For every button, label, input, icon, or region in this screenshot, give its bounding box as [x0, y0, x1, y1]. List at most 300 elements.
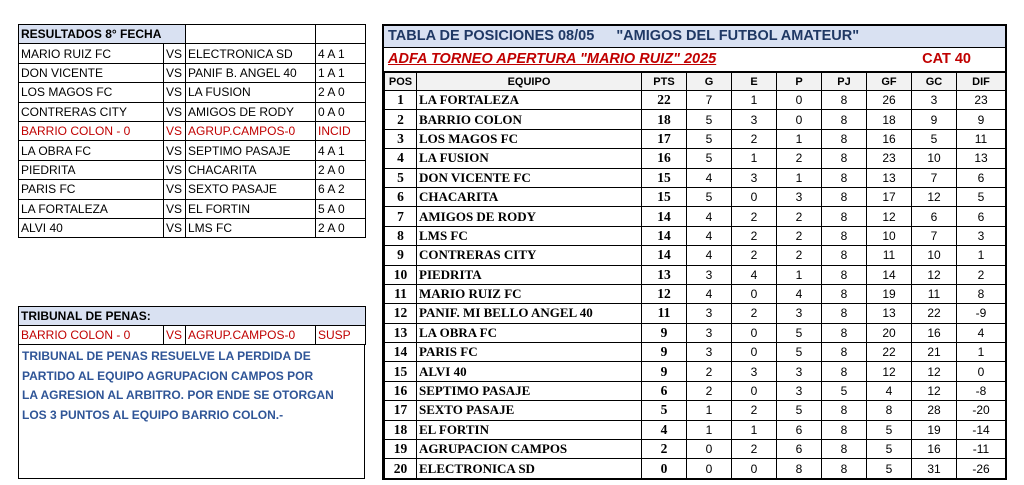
cell-played: 8 [822, 149, 867, 168]
column-header-dif: DIF [957, 73, 1006, 91]
cell-won: 1 [687, 420, 732, 439]
cell-team-name: LA OBRA FC [417, 323, 642, 342]
result-score: 0 A 0 [316, 102, 366, 121]
cell-goals-against: 31 [912, 459, 957, 478]
cell-points: 9 [642, 343, 687, 362]
cell-goals-against: 12 [912, 265, 957, 284]
tribunal-home-team: BARRIO COLON - 0 [19, 326, 164, 345]
result-home-team: DON VICENTE [19, 63, 164, 82]
cell-team-name: MARIO RUIZ FC [417, 284, 642, 303]
cell-won: 3 [687, 265, 732, 284]
cell-goal-diff: -26 [957, 459, 1006, 478]
results-header-empty [186, 25, 316, 44]
standings-row [385, 420, 1006, 439]
cell-goals-against: 10 [912, 246, 957, 265]
result-away-team: PANIF B. ANGEL 40 [186, 63, 316, 82]
result-vs: VS [164, 180, 186, 199]
tribunal-text-line: LA AGRESION AL ARBITRO. POR ENDE SE OTORGAN [22, 388, 334, 402]
results-header-empty [316, 25, 366, 44]
cell-lost: 3 [777, 381, 822, 400]
cell-goals-against: 10 [912, 149, 957, 168]
cell-won: 2 [687, 362, 732, 381]
standings-row [385, 284, 1006, 303]
result-score: INCID [316, 121, 366, 140]
cell-goals-for: 12 [867, 362, 912, 381]
cell-drawn: 2 [732, 226, 777, 245]
result-row [19, 160, 366, 179]
cell-position: 5 [385, 168, 417, 187]
standings-row [385, 381, 1006, 400]
cell-played: 8 [822, 401, 867, 420]
cell-goals-against: 9 [912, 110, 957, 129]
cell-team-name: CONTRERAS CITY [417, 246, 642, 265]
cell-points: 14 [642, 207, 687, 226]
cell-position: 15 [385, 362, 417, 381]
cell-team-name: AMIGOS DE RODY [417, 207, 642, 226]
cell-drawn: 2 [732, 207, 777, 226]
cell-lost: 5 [777, 323, 822, 342]
cell-position: 4 [385, 149, 417, 168]
cell-drawn: 0 [732, 459, 777, 478]
result-score: 4 A 1 [316, 141, 366, 160]
column-header-gc: GC [912, 73, 957, 91]
result-away-team: EL FORTIN [186, 199, 316, 218]
cell-played: 8 [822, 284, 867, 303]
standings-row [385, 168, 1006, 187]
cell-points: 0 [642, 459, 687, 478]
cell-position: 8 [385, 226, 417, 245]
column-header-e: E [732, 73, 777, 91]
result-vs: VS [164, 63, 186, 82]
cell-goals-against: 19 [912, 420, 957, 439]
cell-team-name: SEPTIMO PASAJE [417, 381, 642, 400]
cell-team-name: SEXTO PASAJE [417, 401, 642, 420]
cell-lost: 2 [777, 149, 822, 168]
cell-played: 8 [822, 459, 867, 478]
cell-goals-for: 20 [867, 323, 912, 342]
cell-points: 17 [642, 129, 687, 148]
cell-won: 3 [687, 323, 732, 342]
cell-lost: 8 [777, 459, 822, 478]
result-row [19, 121, 366, 140]
cell-position: 20 [385, 459, 417, 478]
result-away-team: CHACARITA [186, 160, 316, 179]
cell-points: 12 [642, 284, 687, 303]
cell-team-name: PANIF. MI BELLO ANGEL 40 [417, 304, 642, 323]
cell-goal-diff: 9 [957, 110, 1006, 129]
result-vs: VS [164, 44, 186, 63]
cell-won: 4 [687, 168, 732, 187]
standings-body [385, 91, 1006, 479]
cell-goal-diff: -9 [957, 304, 1006, 323]
cell-goals-for: 16 [867, 129, 912, 148]
cell-goals-against: 7 [912, 226, 957, 245]
cell-goal-diff: 6 [957, 168, 1006, 187]
result-row [19, 180, 366, 199]
cell-drawn: 2 [732, 246, 777, 265]
cell-goal-diff: 1 [957, 343, 1006, 362]
cell-goals-for: 13 [867, 168, 912, 187]
cell-won: 5 [687, 149, 732, 168]
cell-goal-diff: 5 [957, 187, 1006, 206]
cell-points: 13 [642, 265, 687, 284]
cell-drawn: 0 [732, 381, 777, 400]
cell-lost: 2 [777, 207, 822, 226]
cell-played: 8 [822, 323, 867, 342]
standings-row [385, 343, 1006, 362]
result-row [19, 102, 366, 121]
cell-goal-diff: 6 [957, 207, 1006, 226]
result-score: 2 A 0 [316, 83, 366, 102]
cell-team-name: ALVI 40 [417, 362, 642, 381]
result-home-team: CONTRERAS CITY [19, 102, 164, 121]
cell-drawn: 1 [732, 420, 777, 439]
tribunal-text-line: PARTIDO AL EQUIPO AGRUPACION CAMPOS POR [22, 368, 314, 383]
cell-team-name: BARRIO COLON [417, 110, 642, 129]
cell-team-name: AGRUPACION CAMPOS [417, 440, 642, 459]
cell-goal-diff: -11 [957, 440, 1006, 459]
cell-position: 7 [385, 207, 417, 226]
cell-goals-for: 11 [867, 246, 912, 265]
column-header-pj: PJ [822, 73, 867, 91]
cell-goals-for: 19 [867, 284, 912, 303]
cell-lost: 1 [777, 265, 822, 284]
standings-row [385, 110, 1006, 129]
tribunal-section [18, 306, 365, 479]
cell-goals-against: 3 [912, 91, 957, 110]
result-home-team: ALVI 40 [19, 218, 164, 237]
cell-lost: 6 [777, 440, 822, 459]
result-home-team: BARRIO COLON - 0 [19, 121, 164, 140]
result-home-team: LA OBRA FC [19, 141, 164, 160]
cell-played: 8 [822, 304, 867, 323]
tribunal-table [18, 306, 366, 345]
cell-position: 1 [385, 91, 417, 110]
result-home-team: MARIO RUIZ FC [19, 44, 164, 63]
result-row [19, 218, 366, 237]
cell-goals-for: 10 [867, 226, 912, 245]
cell-goal-diff: -20 [957, 401, 1006, 420]
cell-won: 7 [687, 91, 732, 110]
result-row [19, 44, 366, 63]
cell-goal-diff: 4 [957, 323, 1006, 342]
result-score: 6 A 2 [316, 180, 366, 199]
cell-played: 8 [822, 226, 867, 245]
cell-won: 3 [687, 304, 732, 323]
result-vs: VS [164, 160, 186, 179]
cell-points: 16 [642, 149, 687, 168]
cell-drawn: 2 [732, 129, 777, 148]
column-header-gf: GF [867, 73, 912, 91]
cell-goals-against: 11 [912, 284, 957, 303]
cell-won: 2 [687, 381, 732, 400]
cell-won: 5 [687, 129, 732, 148]
cell-goals-for: 5 [867, 440, 912, 459]
cell-goals-against: 12 [912, 381, 957, 400]
cell-position: 19 [385, 440, 417, 459]
cell-goals-against: 22 [912, 304, 957, 323]
cell-goals-for: 17 [867, 187, 912, 206]
result-row [19, 83, 366, 102]
cell-goal-diff: 11 [957, 129, 1006, 148]
cell-won: 1 [687, 401, 732, 420]
cell-position: 9 [385, 246, 417, 265]
cell-lost: 1 [777, 129, 822, 148]
cell-won: 5 [687, 110, 732, 129]
result-vs: VS [164, 141, 186, 160]
cell-lost: 3 [777, 362, 822, 381]
cell-position: 17 [385, 401, 417, 420]
cell-lost: 2 [777, 226, 822, 245]
result-score: 5 A 0 [316, 199, 366, 218]
result-vs: VS [164, 199, 186, 218]
standings-row [385, 149, 1006, 168]
cell-drawn: 3 [732, 110, 777, 129]
cell-goal-diff: -14 [957, 420, 1006, 439]
cell-goals-for: 8 [867, 401, 912, 420]
standings-row [385, 323, 1006, 342]
cell-goals-for: 12 [867, 207, 912, 226]
result-vs: VS [164, 121, 186, 140]
result-away-team: LMS FC [186, 218, 316, 237]
cell-points: 2 [642, 440, 687, 459]
cell-points: 18 [642, 110, 687, 129]
cell-lost: 0 [777, 110, 822, 129]
cell-drawn: 3 [732, 362, 777, 381]
cell-goals-against: 16 [912, 323, 957, 342]
tribunal-vs: VS [164, 326, 186, 345]
cell-lost: 3 [777, 304, 822, 323]
column-header-g: G [687, 73, 732, 91]
cell-goals-for: 14 [867, 265, 912, 284]
cell-team-name: PIEDRITA [417, 265, 642, 284]
cell-position: 11 [385, 284, 417, 303]
cell-points: 9 [642, 362, 687, 381]
result-away-team: AMIGOS DE RODY [186, 102, 316, 121]
cell-position: 2 [385, 110, 417, 129]
result-away-team: ELECTRONICA SD [186, 44, 316, 63]
result-score: 2 A 0 [316, 160, 366, 179]
cell-goals-for: 26 [867, 91, 912, 110]
cell-position: 14 [385, 343, 417, 362]
tribunal-header-row [19, 307, 366, 326]
result-home-team: PARIS FC [19, 180, 164, 199]
tribunal-status: SUSP [316, 326, 366, 345]
cell-played: 8 [822, 91, 867, 110]
standings-panel [382, 24, 1007, 480]
cell-team-name: LOS MAGOS FC [417, 129, 642, 148]
cell-goal-diff: -8 [957, 381, 1006, 400]
cell-points: 6 [642, 381, 687, 400]
cell-points: 9 [642, 323, 687, 342]
cell-played: 8 [822, 265, 867, 284]
cell-played: 8 [822, 110, 867, 129]
standings-row [385, 362, 1006, 381]
cell-won: 0 [687, 440, 732, 459]
standings-row [385, 440, 1006, 459]
standings-row [385, 226, 1006, 245]
cell-position: 3 [385, 129, 417, 148]
cell-points: 4 [642, 420, 687, 439]
cell-team-name: EL FORTIN [417, 420, 642, 439]
column-header-pts: PTS [642, 73, 687, 91]
cell-played: 5 [822, 381, 867, 400]
standings-title: TABLA DE POSICIONES 08/05 [388, 28, 595, 44]
cell-goals-for: 13 [867, 304, 912, 323]
tribunal-resolution [18, 345, 365, 479]
cell-goals-against: 6 [912, 207, 957, 226]
cell-team-name: PARIS FC [417, 343, 642, 362]
cell-position: 12 [385, 304, 417, 323]
cell-lost: 0 [777, 91, 822, 110]
cell-goals-against: 21 [912, 343, 957, 362]
result-away-team: SEXTO PASAJE [186, 180, 316, 199]
standings-table [384, 72, 1006, 479]
result-score: 1 A 1 [316, 63, 366, 82]
cell-position: 16 [385, 381, 417, 400]
result-vs: VS [164, 218, 186, 237]
cell-points: 15 [642, 187, 687, 206]
result-vs: VS [164, 102, 186, 121]
cell-played: 8 [822, 168, 867, 187]
standings-row [385, 129, 1006, 148]
result-row [19, 63, 366, 82]
cell-drawn: 0 [732, 187, 777, 206]
result-away-team: AGRUP.CAMPOS-0 [186, 121, 316, 140]
cell-goals-for: 5 [867, 420, 912, 439]
standings-row [385, 304, 1006, 323]
cell-drawn: 0 [732, 343, 777, 362]
cell-goal-diff: 3 [957, 226, 1006, 245]
cell-drawn: 0 [732, 284, 777, 303]
standings-row [385, 91, 1006, 110]
cell-lost: 5 [777, 343, 822, 362]
cell-team-name: CHACARITA [417, 187, 642, 206]
cell-goals-for: 5 [867, 459, 912, 478]
cell-team-name: LA FORTALEZA [417, 91, 642, 110]
tribunal-title: TRIBUNAL DE PENAS: [19, 307, 366, 326]
standings-row [385, 401, 1006, 420]
cell-won: 3 [687, 343, 732, 362]
cell-played: 8 [822, 343, 867, 362]
cell-drawn: 1 [732, 91, 777, 110]
cell-goals-for: 23 [867, 149, 912, 168]
cell-drawn: 2 [732, 304, 777, 323]
cell-position: 18 [385, 420, 417, 439]
standings-row [385, 187, 1006, 206]
results-body [19, 25, 366, 238]
result-score: 2 A 0 [316, 218, 366, 237]
results-table [18, 24, 366, 238]
standings-row [385, 207, 1006, 226]
standings-title-bar [384, 26, 1005, 48]
cell-goals-for: 22 [867, 343, 912, 362]
cell-position: 6 [385, 187, 417, 206]
column-header-p: P [777, 73, 822, 91]
tribunal-text-line: LOS 3 PUNTOS AL EQUIPO BARRIO COLON.- [22, 407, 284, 422]
standings-row [385, 459, 1006, 478]
result-home-team: LA FORTALEZA [19, 199, 164, 218]
cell-position: 10 [385, 265, 417, 284]
cell-lost: 1 [777, 168, 822, 187]
tournament-name: ADFA TORNEO APERTURA "MARIO RUIZ" 2025 [388, 51, 717, 67]
cell-drawn: 1 [732, 149, 777, 168]
cell-drawn: 2 [732, 401, 777, 420]
cell-won: 5 [687, 187, 732, 206]
cell-lost: 2 [777, 246, 822, 265]
cell-won: 4 [687, 246, 732, 265]
results-title: RESULTADOS 8° FECHA [19, 25, 186, 44]
result-score: 4 A 1 [316, 44, 366, 63]
result-row [19, 141, 366, 160]
standings-row [385, 265, 1006, 284]
result-home-team: LOS MAGOS FC [19, 83, 164, 102]
standings-header-row [385, 73, 1006, 91]
cell-points: 14 [642, 246, 687, 265]
cell-goals-against: 7 [912, 168, 957, 187]
cell-drawn: 0 [732, 323, 777, 342]
cell-drawn: 4 [732, 265, 777, 284]
tournament-bar [384, 48, 1005, 72]
cell-lost: 4 [777, 284, 822, 303]
cell-played: 8 [822, 246, 867, 265]
cell-goals-for: 4 [867, 381, 912, 400]
league-name: "AMIGOS DEL FUTBOL AMATEUR" [616, 28, 860, 44]
cell-goals-against: 16 [912, 440, 957, 459]
cell-position: 13 [385, 323, 417, 342]
cell-lost: 5 [777, 401, 822, 420]
cell-won: 0 [687, 459, 732, 478]
cell-points: 22 [642, 91, 687, 110]
cell-played: 8 [822, 362, 867, 381]
cell-goal-diff: 23 [957, 91, 1006, 110]
tribunal-match-row [19, 326, 366, 345]
result-away-team: SEPTIMO PASAJE [186, 141, 316, 160]
cell-points: 15 [642, 168, 687, 187]
result-vs: VS [164, 83, 186, 102]
cell-won: 4 [687, 226, 732, 245]
column-header-pos: POS [385, 73, 417, 91]
cell-played: 8 [822, 420, 867, 439]
cell-drawn: 3 [732, 168, 777, 187]
cell-goal-diff: 13 [957, 149, 1006, 168]
cell-drawn: 2 [732, 440, 777, 459]
cell-team-name: DON VICENTE FC [417, 168, 642, 187]
cell-goals-against: 12 [912, 362, 957, 381]
cell-goals-against: 28 [912, 401, 957, 420]
cell-won: 4 [687, 284, 732, 303]
category-label: CAT 40 [922, 51, 971, 67]
cell-points: 11 [642, 304, 687, 323]
cell-lost: 6 [777, 420, 822, 439]
result-home-team: PIEDRITA [19, 160, 164, 179]
result-away-team: LA FUSION [186, 83, 316, 102]
standings-row [385, 246, 1006, 265]
cell-team-name: LA FUSION [417, 149, 642, 168]
results-header-row [19, 25, 366, 44]
cell-points: 14 [642, 226, 687, 245]
cell-goals-against: 12 [912, 187, 957, 206]
cell-team-name: ELECTRONICA SD [417, 459, 642, 478]
cell-goal-diff: 0 [957, 362, 1006, 381]
cell-played: 8 [822, 129, 867, 148]
cell-goal-diff: 2 [957, 265, 1006, 284]
cell-goal-diff: 8 [957, 284, 1006, 303]
cell-team-name: LMS FC [417, 226, 642, 245]
cell-lost: 3 [777, 187, 822, 206]
tribunal-away-team: AGRUP.CAMPOS-0 [186, 326, 316, 345]
cell-goals-against: 5 [912, 129, 957, 148]
